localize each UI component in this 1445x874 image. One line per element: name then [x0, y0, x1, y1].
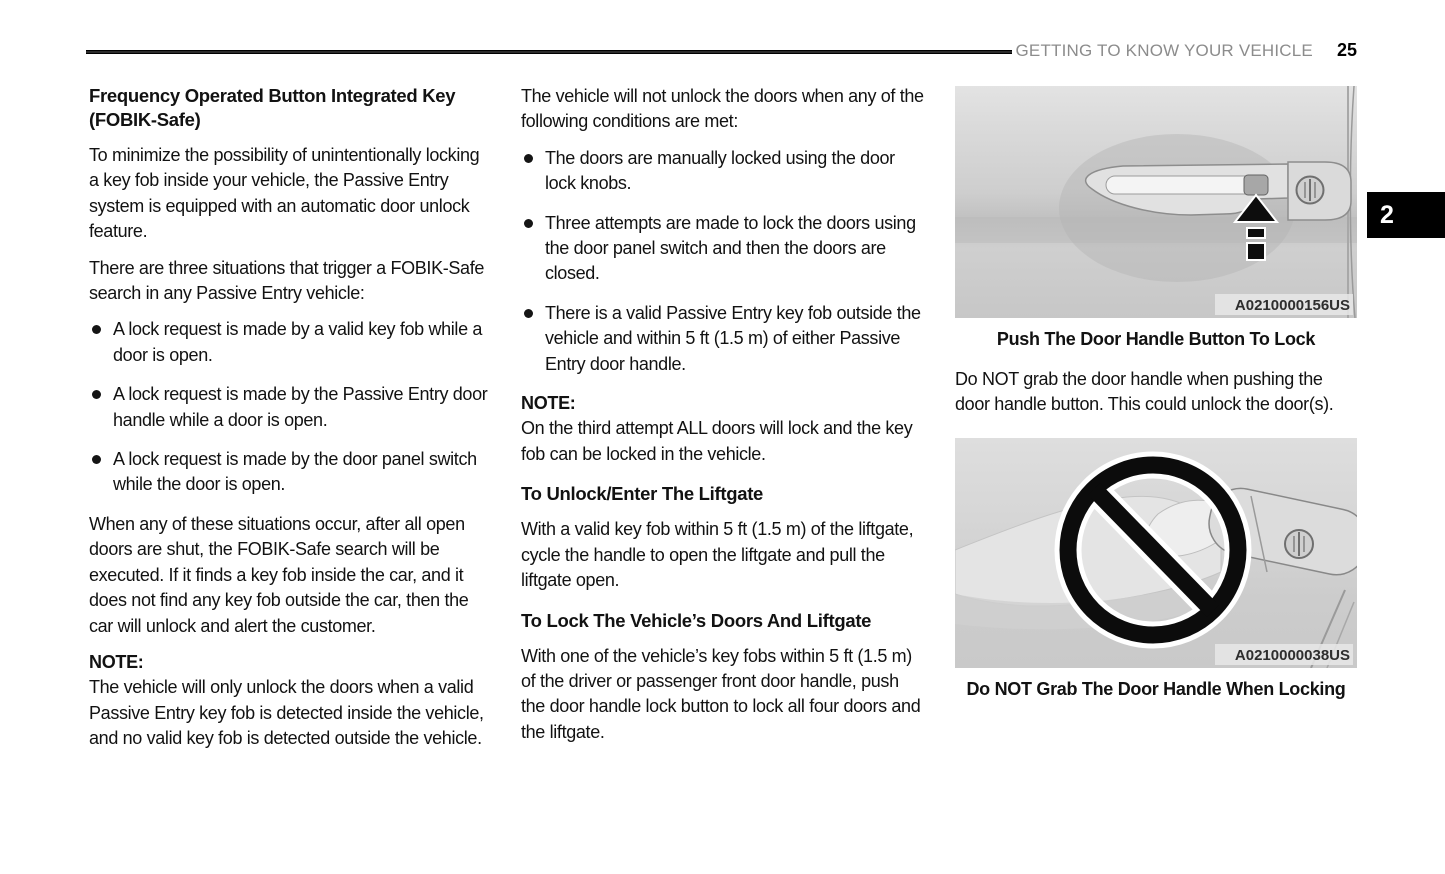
- list-item-text: The doors are manually locked using the door lock knobs.: [545, 147, 895, 194]
- note-text: On the third attempt ALL doors will lock and the key fob can be locked in the vehicle.: [521, 418, 913, 464]
- bullet-icon: [92, 325, 101, 334]
- bullet-icon: [92, 455, 101, 464]
- list-item: [89, 382, 492, 433]
- paragraph: With one of the vehicle’s key fobs within 5 ft (1.5 m) of the driver or passenger front door handle, push the door handle lock button to lock all four doors and the liftgate.: [521, 645, 921, 742]
- list-item: [521, 301, 924, 377]
- paragraph: Do NOT grab the door handle when pushing the door handle button. This could unlock the door(s).: [955, 369, 1334, 415]
- note-label: NOTE:: [89, 651, 144, 672]
- list-item-text: A lock request is made by the Passive Entry door handle while a door is open.: [113, 384, 488, 430]
- list-item-text: There is a valid Passive Entry key fob outside the vehicle and within 5 ft (1.5 m) of either Passive Entry door handle.: [545, 302, 921, 374]
- paragraph: When any of these situations occur, after all open doors are shut, the FOBIK-Safe search will be executed. If it finds a key fob inside the car, and it does not find any key fob outside the car, then the car will unlock and alert the customer.: [89, 513, 469, 636]
- figure-caption: Do NOT Grab The Door Handle When Locking: [966, 678, 1346, 699]
- figure-do-not-grab-handle: [955, 438, 1357, 668]
- hand-on-handle-illustration: [955, 438, 1357, 668]
- bullet-icon: [524, 309, 533, 318]
- chapter-tab: [1367, 192, 1445, 238]
- bullet-icon: [92, 390, 101, 399]
- section-heading-unlock-liftgate: To Unlock/Enter The Liftgate: [521, 483, 764, 505]
- section-heading-lock-doors-liftgate: To Lock The Vehicle’s Doors And Liftgate: [521, 609, 872, 631]
- figure-watermark: A0210000156US: [1234, 297, 1350, 314]
- door-handle-lock-button: [1244, 175, 1268, 195]
- section-title: GETTING TO KNOW YOUR VEHICLE: [1015, 41, 1313, 60]
- bullet-icon: [524, 219, 533, 228]
- column-1: [89, 84, 492, 763]
- door-handle-illustration: [955, 86, 1357, 318]
- page-header: [1012, 40, 1357, 61]
- note-text: The vehicle will only unlock the doors when a valid Passive Entry key fob is detected inside the vehicle, and no valid key fob is detected outside the vehicle.: [89, 677, 484, 749]
- paragraph: There are three situations that trigger a FOBIK-Safe search in any Passive Entry vehicle:: [89, 257, 485, 304]
- section-heading-fobik: Frequency Operated Button Integrated Key (FOBIK-Safe): [89, 85, 456, 130]
- figure-caption: Push The Door Handle Button To Lock: [996, 329, 1316, 349]
- page-number: 25: [1336, 40, 1357, 60]
- figure-push-door-handle: [955, 86, 1357, 318]
- note-label: NOTE:: [521, 393, 576, 414]
- header-rule: [86, 50, 1012, 54]
- bullet-icon: [524, 154, 533, 163]
- figure-watermark: A0210000038US: [1234, 646, 1350, 664]
- list-item: [89, 447, 492, 498]
- column-2: [521, 84, 924, 756]
- column-3: [955, 86, 1357, 717]
- list-item: [521, 211, 924, 287]
- list-item-text: A lock request is made by the door panel switch while the door is open.: [113, 449, 477, 495]
- paragraph: To minimize the possibility of unintentionally locking a key fob inside your vehicle, the Passive Entry system is equipped with an automatic door unlock feature.: [89, 145, 480, 242]
- list-item-text: A lock request is made by a valid key fob while a door is open.: [113, 319, 483, 365]
- chapter-tab-label: 2: [1380, 200, 1394, 229]
- paragraph: The vehicle will not unlock the doors when any of the following conditions are met:: [521, 86, 924, 132]
- list-item: [521, 146, 924, 197]
- list-item: [89, 317, 492, 368]
- list-item-text: Three attempts are made to lock the doors using the door panel switch and then the doors are closed.: [545, 212, 916, 284]
- paragraph: With a valid key fob within 5 ft (1.5 m) of the liftgate, cycle the handle to open the liftgate and pull the liftgate open.: [521, 519, 914, 591]
